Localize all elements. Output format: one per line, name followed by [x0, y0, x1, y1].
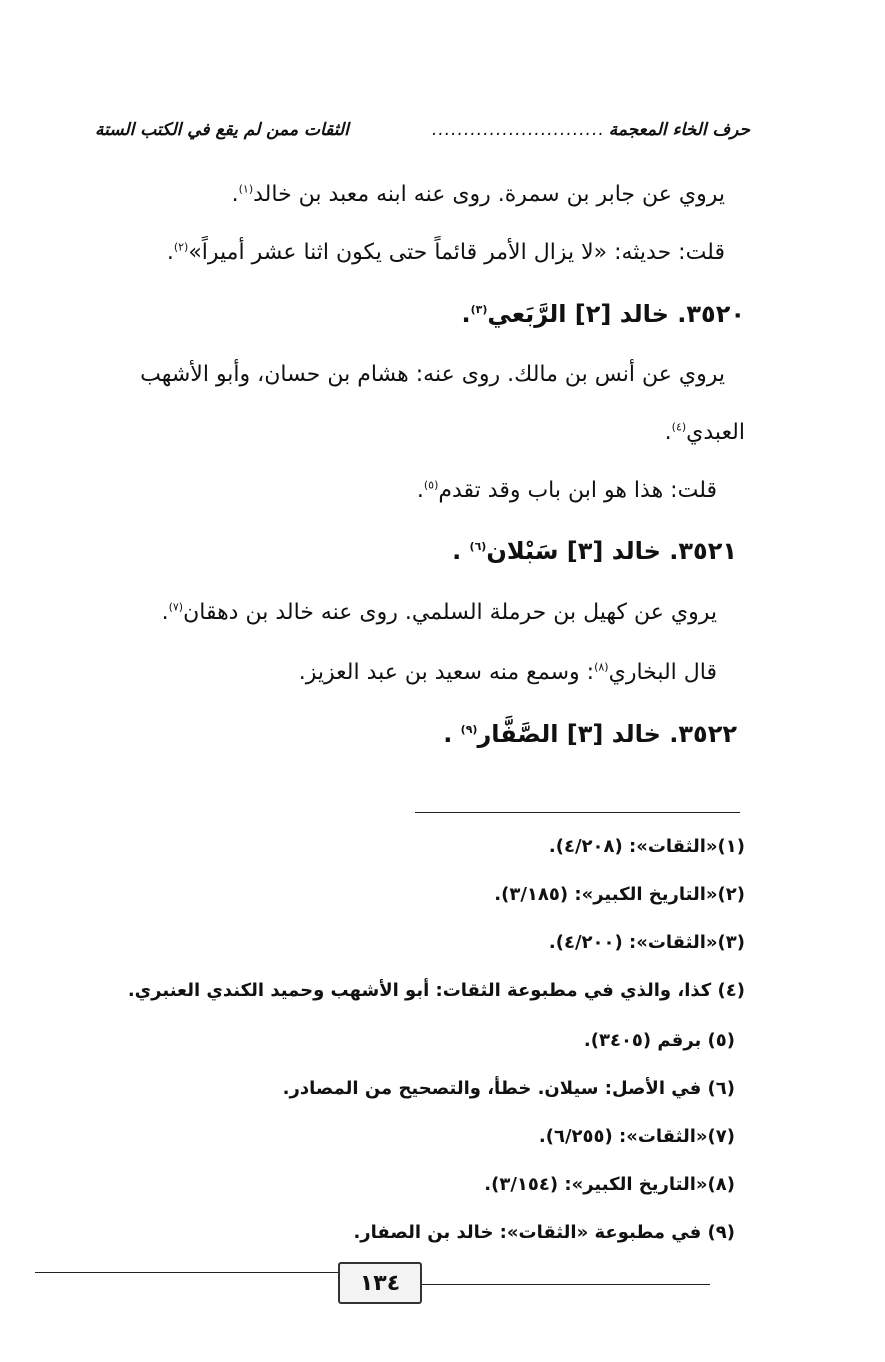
paragraph-line: قال البخاري$^{(٨)}$: وسمع منه سعيد بن عبد العزيز.	[298, 660, 717, 685]
footnote-5: (٥) برقم (٣٤٠٥).	[583, 1030, 735, 1051]
header-leader-dots: ...........................	[431, 120, 605, 140]
footnote-8: (٨)«التاريخ الكبير»: (٣/١٥٤).	[484, 1174, 735, 1195]
entry-heading-3521: ٣٥٢١. خالد [٣] سَبْلان$^{(٦)}$ .	[452, 537, 737, 565]
running-header	[95, 110, 750, 150]
page-number: ١٣٤	[338, 1262, 422, 1304]
header-chapter-title: حرف الخاء المعجمة	[608, 120, 750, 140]
paragraph-line: يروي عن كهيل بن حرملة السلمي. روى عنه خالد بن دهقان$^{(٧)}$.	[161, 600, 717, 625]
footnote-2: (٢)«التاريخ الكبير»: (٣/١٨٥).	[494, 884, 745, 905]
paragraph-line: قلت: حديثه: «لا يزال الأمر قائماً حتى يكون اثنا عشر أميراً»$^{(٢)}$.	[166, 240, 725, 265]
footnote-1: (١)«الثقات»: (٤/٢٠٨).	[548, 836, 745, 857]
footnote-9: (٩) في مطبوعة «الثقات»: خالد بن الصفار.	[353, 1222, 735, 1243]
paragraph-line: قلت: هذا هو ابن باب وقد تقدم$^{(٥)}$.	[416, 478, 717, 503]
page-footer-rule-right	[418, 1284, 710, 1285]
entry-heading-3520: ٣٥٢٠. خالد [٢] الرَّبَعي$^{(٣)}$.	[461, 300, 745, 328]
footnote-separator	[415, 812, 740, 813]
paragraph-line: يروي عن أنس بن مالك. روى عنه: هشام بن حسان، وأبو الأشهب	[140, 362, 725, 387]
footnote-7: (٧)«الثقات»: (٦/٢٥٥).	[538, 1126, 735, 1147]
footnote-3: (٣)«الثقات»: (٤/٢٠٠).	[548, 932, 745, 953]
paragraph-line: العبدي$^{(٤)}$.	[664, 420, 745, 445]
header-book-title: الثقات ممن لم يقع في الكتب الستة	[95, 120, 349, 140]
page-footer-rule-left	[35, 1272, 338, 1273]
paragraph-line: يروي عن جابر بن سمرة. روى عنه ابنه معبد بن خالد$^{(١)}$.	[231, 182, 725, 207]
footnote-4: (٤) كذا، والذي في مطبوعة الثقات: أبو الأشهب وحميد الكندي العنبري.	[127, 980, 745, 1001]
footnote-6: (٦) في الأصل: سيلان. خطأ، والتصحيح من المصادر.	[282, 1078, 735, 1099]
entry-heading-3522: ٣٥٢٢. خالد [٣] الصَّفَّار$^{(٩)}$ .	[443, 720, 737, 748]
